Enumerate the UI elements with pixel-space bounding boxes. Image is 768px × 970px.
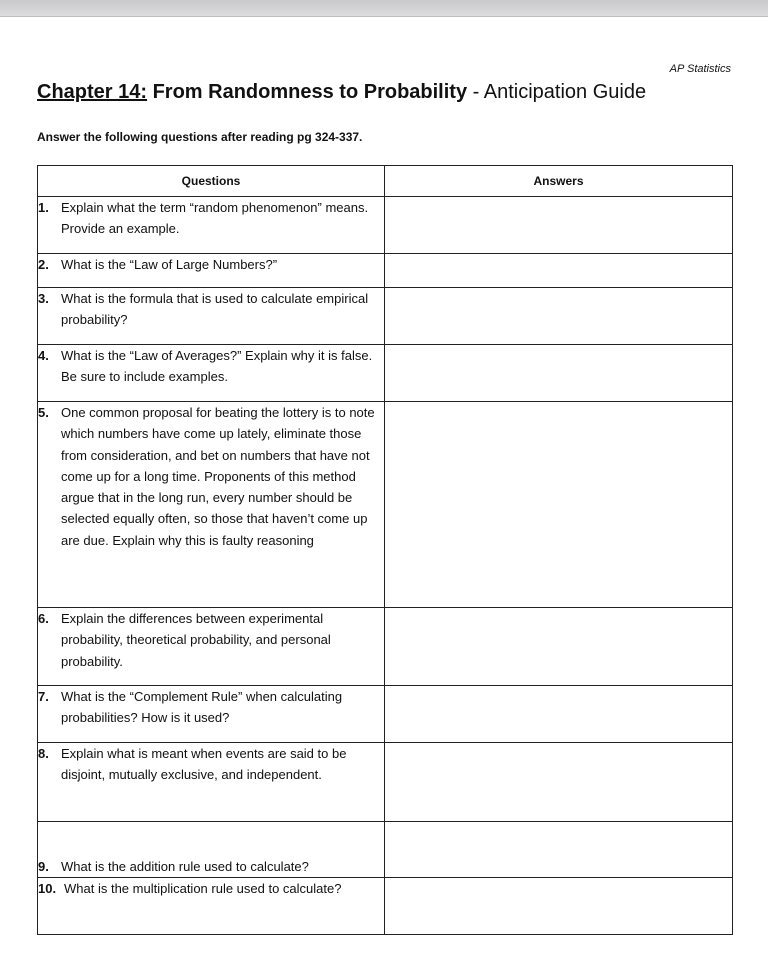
question-number: 5.: [38, 405, 49, 420]
table-row: [38, 197, 733, 254]
table-row: [38, 608, 733, 686]
question-cell: [38, 402, 385, 608]
table-row: [38, 686, 733, 743]
instructions: Answer the following questions after reading pg 324-337.: [37, 130, 363, 144]
table-row: [38, 743, 733, 822]
question-cell: [38, 345, 385, 402]
answer-cell[interactable]: [385, 402, 733, 608]
chapter-subtitle: - Anticipation Guide: [467, 81, 647, 103]
chapter-label: Chapter 14:: [37, 81, 148, 103]
question-cell: [38, 822, 385, 878]
table-row: [38, 402, 733, 608]
question-text: What is the “Law of Averages?” Explain why it is false. Be sure to include examples.: [61, 348, 373, 385]
answer-cell[interactable]: [385, 345, 733, 402]
question-cell: [38, 686, 385, 743]
table-row: [38, 345, 733, 402]
question-text: Explain the differences between experimental probability, theoretical probability, and personal probability.: [61, 611, 331, 669]
answer-cell[interactable]: [385, 822, 733, 878]
answer-cell[interactable]: [385, 878, 733, 935]
question-number: 4.: [38, 348, 49, 363]
answer-cell[interactable]: [385, 608, 733, 686]
window-top-bar: [0, 0, 768, 17]
question-cell: [38, 254, 385, 288]
question-number: 7.: [38, 689, 49, 704]
question-text: What is the “Law of Large Numbers?”: [61, 257, 278, 272]
chapter-title: From Randomness to Probability: [152, 81, 468, 103]
question-number: 6.: [38, 611, 49, 626]
anticipation-guide-table: [37, 165, 733, 935]
question-text: What is the multiplication rule used to calculate?: [64, 881, 342, 896]
question-number: 1.: [38, 200, 49, 215]
page-title: [37, 81, 646, 104]
table-row: [38, 822, 733, 878]
question-text: What is the “Complement Rule” when calculating probabilities? How is it used?: [61, 689, 343, 726]
table-row: [38, 288, 733, 345]
answer-cell[interactable]: [385, 686, 733, 743]
question-text: One common proposal for beating the lottery is to note which numbers have come up lately, eliminate those from consideration, and bet on numbers that have not come up for a long time. Proponents of this method argue that in the long run, every number should be selected equally often, so those that haven’t come up are due. Explain why this is faulty reasoning: [61, 405, 375, 548]
question-cell: [38, 878, 385, 935]
table-header-row: [38, 166, 733, 197]
question-number: 2.: [38, 257, 49, 272]
course-label: AP Statistics: [669, 63, 731, 75]
question-text: What is the formula that is used to calculate empirical probability?: [61, 291, 369, 328]
question-text: Explain what the term “random phenomenon” means. Provide an example.: [61, 200, 369, 237]
question-cell: [38, 288, 385, 345]
table-row: [38, 878, 733, 935]
question-number: 3.: [38, 291, 49, 306]
questions-column-header: Questions: [38, 166, 385, 197]
question-cell: [38, 608, 385, 686]
question-cell: [38, 197, 385, 254]
answers-column-header: Answers: [385, 166, 733, 197]
answer-cell[interactable]: [385, 288, 733, 345]
question-text: Explain what is meant when events are said to be disjoint, mutually exclusive, and independent.: [61, 746, 347, 783]
answer-cell[interactable]: [385, 743, 733, 822]
question-number: 8.: [38, 746, 49, 761]
question-number: 10.: [38, 881, 57, 896]
answer-cell[interactable]: [385, 254, 733, 288]
table-row: [38, 254, 733, 288]
question-number: 9.: [38, 858, 49, 874]
question-cell: [38, 743, 385, 822]
question-text: What is the addition rule used to calculate?: [61, 858, 309, 874]
answer-cell[interactable]: [385, 197, 733, 254]
